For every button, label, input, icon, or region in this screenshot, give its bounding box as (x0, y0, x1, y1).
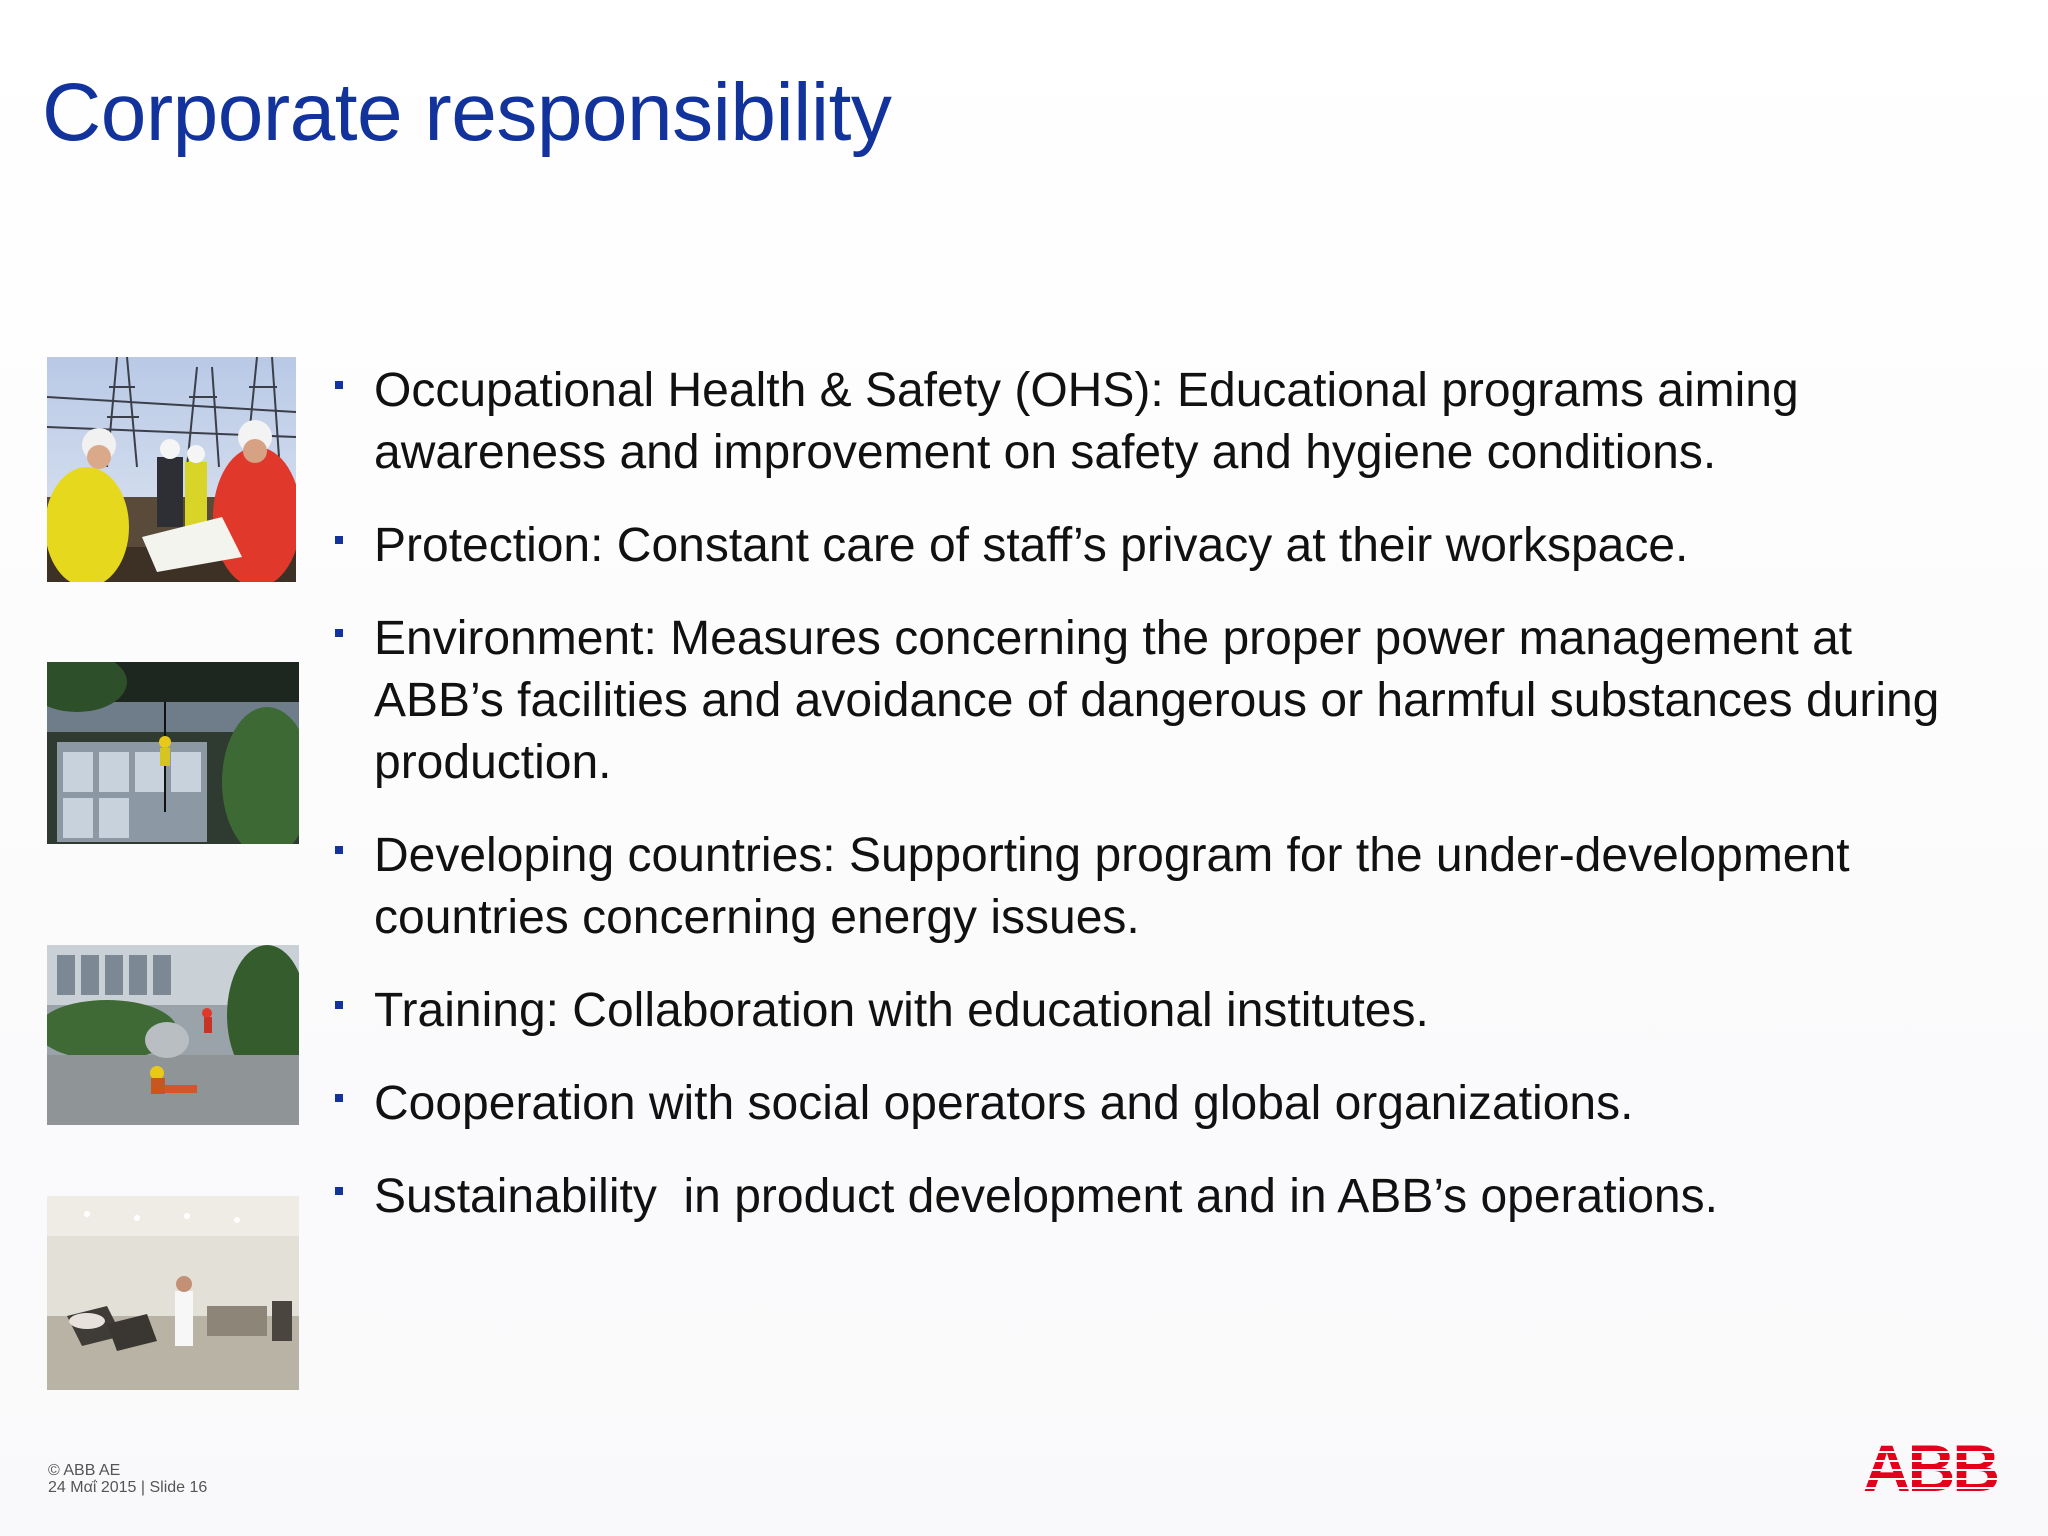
bullet-text: Developing countries: Supporting program for the under-development countries concerning energy issues. (374, 829, 1850, 944)
abb-logo (1857, 1435, 2003, 1495)
bullet-marker-icon (335, 1094, 343, 1102)
slide-title: Corporate responsibility (42, 67, 892, 158)
bullet-marker-icon (335, 1001, 343, 1009)
bullet-item-training (332, 980, 1982, 1042)
bullet-marker-icon (335, 846, 343, 854)
photo-building-facade (47, 662, 299, 844)
footer-copyright: © ABB AE (48, 1462, 121, 1479)
bullet-marker-icon (335, 1187, 343, 1195)
bullet-marker-icon (335, 381, 343, 389)
bullet-list (332, 360, 1982, 1259)
bullet-item-sustainability (332, 1166, 1982, 1228)
photo-substation-workers (47, 357, 296, 582)
abb-logo-text: ABB (1863, 1435, 1997, 1495)
bullet-text: Protection: Constant care of staff’s privacy at their workspace. (374, 519, 1689, 572)
bullet-item-environment (332, 608, 1982, 794)
bullet-item-cooperation (332, 1073, 1982, 1135)
bullet-item-developing-countries (332, 825, 1982, 949)
bullet-text: Training: Collaboration with educational institutes. (374, 984, 1429, 1037)
bullet-text: Cooperation with social operators and global organizations. (374, 1077, 1634, 1130)
bullet-text: Sustainability in product development and in ABB’s operations. (374, 1170, 1718, 1223)
bullet-text: Occupational Health & Safety (OHS): Educational programs aiming awareness and improvement on safety and hygiene conditions. (374, 364, 1799, 479)
footer-date-slide: 24 Μαΐ 2015 | Slide 16 (48, 1479, 208, 1496)
bullet-marker-icon (335, 629, 343, 637)
photo-medical-room (47, 1196, 299, 1390)
bullet-marker-icon (335, 536, 343, 544)
bullet-item-protection (332, 515, 1982, 577)
bullet-item-ohs (332, 360, 1982, 484)
photo-rescue-training (47, 945, 299, 1125)
bullet-text: Environment: Measures concerning the proper power management at ABB’s facilities and avoidance of dangerous or harmful substances during production. (374, 612, 1940, 789)
slide-footer (48, 1462, 207, 1496)
